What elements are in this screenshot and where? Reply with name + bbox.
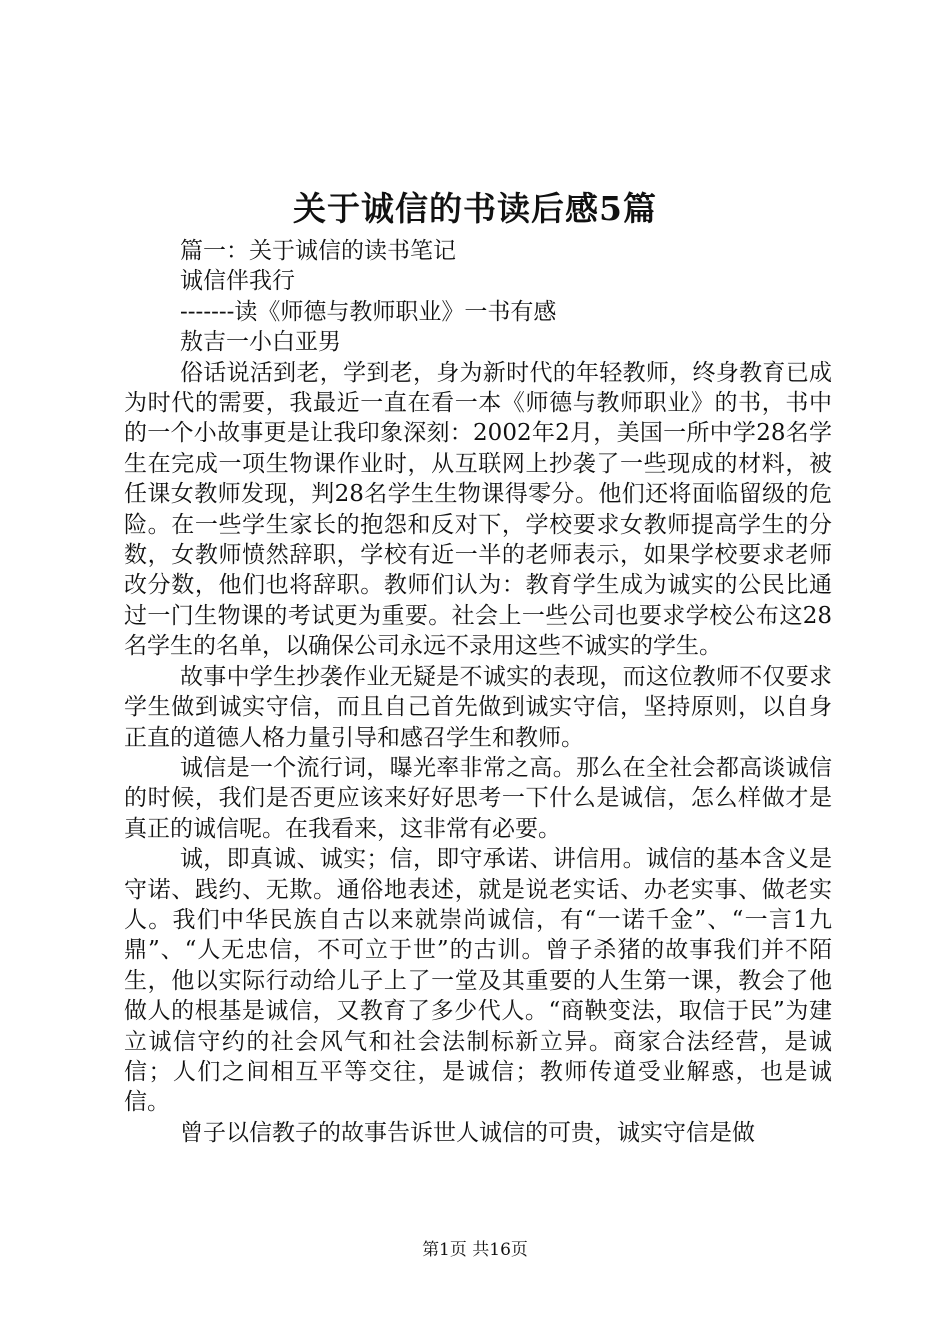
document-body (124, 236, 832, 1148)
paragraph: 诚，即真诚、诚实；信，即守承诺、讲信用。诚信的基本含义是守诺、践约、无欺。通俗地表述，就是说老实话、办老实事、做老实人。我们中华民族自古以来就崇尚诚信，有“一诺千金”、“一言1九鼎”、“人无忠信，不可立于世”的古训。曾子杀猪的故事我们并不陌生，他以实际行动给儿子上了一堂及其重要的人生第一课，教会了他做人的根基是诚信，又教育了多少代人。“商鞅变法，取信于民”为建立诚信守约的社会风气和社会法制标新立异。商家合法经营，是诚信；人们之间相互平等交往，是诚信；教师传道受业解惑，也是诚信。 (124, 846, 832, 1116)
author-line: 敖吉一小白亚男 (180, 329, 341, 356)
paragraph: 故事中学生抄袭作业无疑是不诚实的表现，而这位教师不仅要求学生做到诚实守信，而且自己首先做到诚实守信，坚持原则，以自身正直的道德人格力量引导和感召学生和教师。 (124, 663, 832, 751)
document-title: 关于诚信的书读后感5篇 (293, 189, 657, 228)
paragraph: 俗话说活到老，学到老，身为新时代的年轻教师，终身教育已成为时代的需要，我最近一直在看一本《师德与教师职业》的书，书中的一个小故事更是让我印象深刻：2002年2月，美国一所中学28名学生在完成一项生物课作业时，从互联网上抄袭了一些现成的材料，被任课女教师发现，判28名学生生物课得零分。他们还将面临留级的危险。在一些学生家长的抱怨和反对下，学校要求女教师提高学生的分数，女教师愤然辞职，学校有近一半的老师表示，如果学校要求老师改分数，他们也将辞职。教师们认为：教育学生成为诚实的公民比通过一门生物课的考试更为重要。社会上一些公司也要求学校公布这28名学生的名单，以确保公司永远不录用这些不诚实的学生。 (124, 359, 832, 660)
paragraph: 诚信是一个流行词，曝光率非常之高。那么在全社会都高谈诚信的时候，我们是否更应该来好好思考一下什么是诚信，怎么样做才是真正的诚信呢。在我看来，这非常有必要。 (124, 754, 832, 842)
page-footer: 第1页 共16页 (422, 1240, 528, 1260)
paragraph: 曾子以信教子的故事告诉世人诚信的可贵，诚实守信是做 (180, 1119, 755, 1146)
article-title: 诚信伴我行 (180, 268, 295, 295)
section-heading: 篇一：关于诚信的读书笔记 (180, 238, 456, 264)
article-subtitle: -------读《师德与教师职业》一书有感 (180, 298, 557, 325)
